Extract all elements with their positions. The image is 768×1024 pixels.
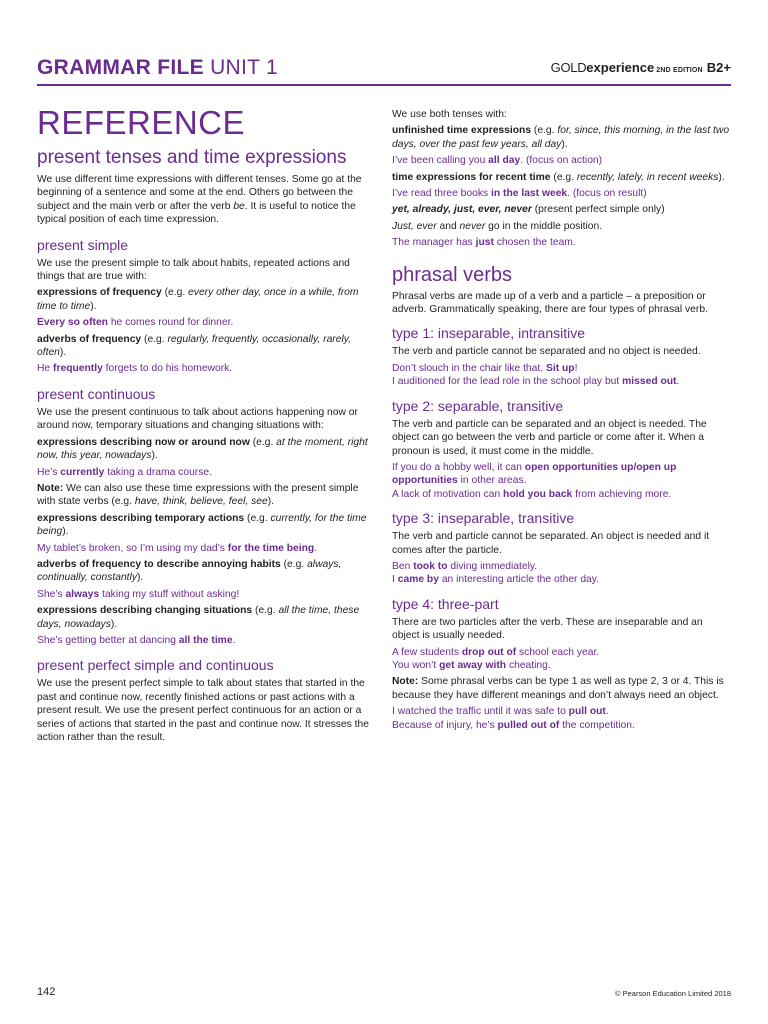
recent-time-expressions: time expressions for recent time (e.g. recently, lately, in recent weeks).: [392, 171, 725, 183]
present-perfect-body: We use the present perfect simple to talk about states that started in the past and continue now, recently finished actions or past actions with a present result. We use the present perfect continuous for an action or a series of actions that started in the past and continue now. It stresses the action rather than the result.: [37, 678, 369, 743]
note-state-verbs: Note: We can also use these time expressions with the present simple with state verbs (e.g. have, think, believe, feel, see).: [37, 482, 359, 508]
right-column: [392, 108, 731, 735]
adverbs-annoying-habits: adverbs of frequency to describe annoying habits (e.g. always, continually, constantly).: [37, 558, 342, 584]
type4-body: There are two particles after the verb. These are inseparable and an object is usually needed.: [392, 616, 703, 642]
example-sentence: My tablet’s broken, so I’m using my dad’s for the time being.: [37, 542, 318, 554]
example-sentence: Every so often he comes round for dinner.: [37, 317, 234, 329]
present-simple-intro: We use the present simple to talk about habits, repeated actions and things that are true with:: [37, 257, 350, 283]
expressions-now: expressions describing now or around now (e.g. at the moment, right now, this year, nowadays).: [37, 436, 368, 462]
unfinished-time-expressions: unfinished time expressions (e.g. for, since, this morning, in the last two days, over the past few years, all day).: [392, 125, 730, 150]
expressions-of-frequency: expressions of frequency (e.g. every other day, once in a while, from time to time).: [37, 287, 359, 312]
page-header: [37, 52, 731, 82]
adverbs-of-frequency: adverbs of frequency (e.g. regularly, frequently, occasionally, rarely, often).: [37, 333, 351, 359]
present-tenses-heading: present tenses and time expressions: [37, 147, 347, 168]
header-unit: UNIT 1: [210, 56, 278, 79]
type3-heading: type 3: inseparable, transitive: [392, 510, 575, 527]
brand-edition: 2ND EDITION: [656, 67, 703, 74]
brand-gold: GOLD: [550, 60, 587, 75]
header-title-bold: GRAMMAR FILE: [37, 56, 204, 79]
expressions-temporary: expressions describing temporary actions (e.g. currently, for the time being).: [37, 512, 367, 538]
expressions-changing: expressions describing changing situations (e.g. all the time, these days, nowadays).: [37, 605, 360, 630]
example-sentence: I’ve been calling you all day. (focus on action): [392, 155, 603, 167]
example-sentence: I came by an interesting article the other day.: [392, 574, 600, 586]
type1-body: The verb and particle cannot be separated and no object is needed.: [392, 346, 701, 358]
example-sentence: She’s always taking my stuff without asking!: [37, 588, 240, 600]
example-sentence: You won’t get away with cheating.: [392, 659, 551, 671]
present-tenses-intro: We use different time expressions with different tenses. Some go at the beginning of a sentence and some at the end. Others go between the subject and the main verb or after the verb be. It is useful to notice the typical position of each time expression.: [37, 174, 362, 226]
type3-body: The verb and particle cannot be separated. An object is needed and it comes after the particle.: [392, 531, 710, 556]
example-sentence: Ben took to diving immediately.: [392, 560, 538, 572]
both-tenses-intro: We use both tenses with:: [392, 109, 507, 120]
example-sentence: Don’t slouch in the chair like that. Sit up!: [392, 362, 578, 374]
example-sentence: I’ve read three books in the last week. (focus on result): [392, 188, 647, 200]
example-sentence: I auditioned for the lead role in the school play but missed out.: [392, 376, 680, 388]
present-continuous-intro: We use the present continuous to talk about actions happening now or around now, temporary situations and changing situations with:: [37, 406, 358, 432]
brand-level: B2+: [706, 60, 731, 75]
example-sentence: A few students drop out of school each year.: [392, 646, 600, 658]
example-sentence: He’s currently taking a drama course.: [37, 466, 212, 478]
copyright: © Pearson Education Limited 2018: [614, 989, 731, 998]
middle-position-line: Just, ever and never go in the middle position.: [392, 220, 603, 232]
brand-logo: [551, 59, 731, 75]
present-continuous-heading: present continuous: [37, 385, 156, 402]
example-sentence: I watched the traffic until it was safe to pull out.: [392, 706, 609, 718]
left-column: [37, 100, 371, 747]
type2-heading: type 2: separable, transitive: [392, 397, 564, 414]
example-sentence: The manager has just chosen the team.: [392, 237, 576, 249]
phrasal-verbs-heading: phrasal verbs: [392, 263, 513, 286]
present-simple-heading: present simple: [37, 236, 129, 253]
type4-heading: type 4: three-part: [392, 595, 499, 612]
header-title: [37, 56, 278, 80]
example-sentence: She’s getting better at dancing all the time.: [37, 634, 236, 646]
note-phrasal-types: Note: Some phrasal verbs can be type 1 as well as type 2, 3 or 4. This is because they have different meanings and don’t always need an object.: [392, 676, 724, 701]
phrasal-verbs-intro: Phrasal verbs are made up of a verb and a particle – a preposition or adverb. Grammatically speaking, there are four types of phrasal verb.: [392, 290, 708, 316]
type2-body: The verb and particle can be separated and an object is needed. The object can go between the verb and particle or come after it. When a pronoun is used, it must come in the middle.: [392, 418, 707, 457]
example-sentence: A lack of motivation can hold you back from achieving more.: [392, 488, 672, 500]
reference-heading: REFERENCE: [37, 104, 246, 141]
example-sentence: Because of injury, he’s pulled out of the competition.: [392, 719, 635, 731]
yet-already-line: yet, already, just, ever, never (present perfect simple only): [392, 204, 665, 216]
example-sentence: He frequently forgets to do his homework.: [37, 363, 233, 375]
type1-heading: type 1: inseparable, intransitive: [392, 325, 585, 342]
brand-experience: experience: [586, 60, 655, 75]
present-perfect-heading: present perfect simple and continuous: [37, 657, 274, 674]
page-number: 142: [37, 986, 56, 998]
header-divider: [37, 84, 731, 86]
example-sentence: If you do a hobby well, it can open opportunities up/open up opportunities in other areas.: [392, 461, 677, 487]
